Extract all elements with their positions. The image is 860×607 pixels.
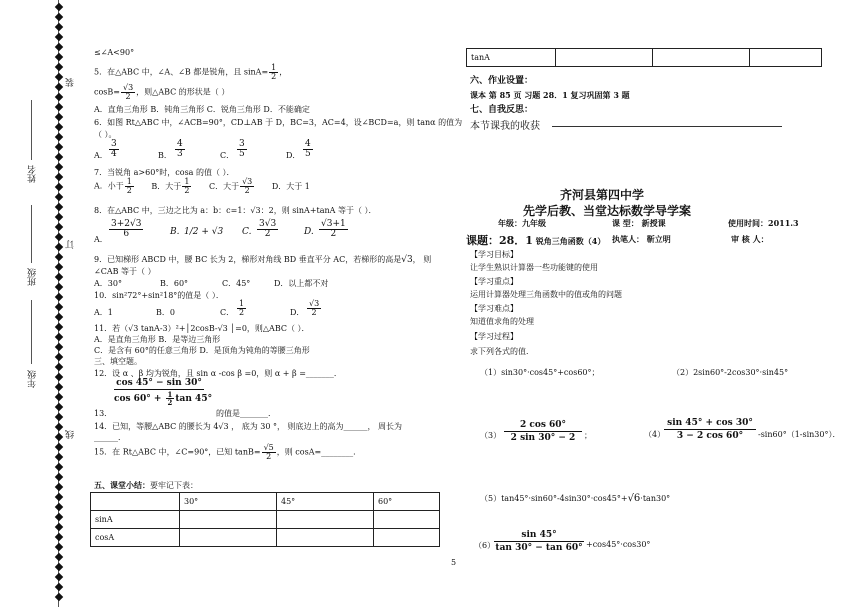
table-header-cell: 45° [277, 493, 374, 511]
binding-diamond [55, 313, 63, 321]
binding-diamond [55, 223, 63, 231]
meta-reviewer: 审 核 人： [731, 234, 769, 244]
question-10-options: A．1 B．0 C． $\frac{1}{2}$ D． $\frac{√3}{2}$ [94, 299, 320, 317]
binding-diamond [55, 383, 63, 391]
exercise-5: （5）tan45°·sin60°-4sin30°·cos45°+√6·tan30° [480, 493, 671, 504]
binding-diamond [55, 53, 63, 61]
question-6-cont: （ ）。 [94, 130, 117, 139]
binding-diamond [55, 303, 63, 311]
binding-diamond [55, 543, 63, 551]
process-heading: 【学习过程】 [470, 332, 518, 341]
table-cell [556, 49, 653, 67]
binding-diamond [55, 353, 63, 361]
binding-diamond [55, 413, 63, 421]
table-header-cell: 60° [374, 493, 440, 511]
difficulty-text: 知道值求角的处理 [470, 317, 534, 326]
binding-diamond [55, 153, 63, 161]
binding-diamond [55, 493, 63, 501]
binding-diamond [55, 533, 63, 541]
meta-date: 使用时间：2011.3 [728, 218, 799, 228]
fraction: $\frac{1}{2}$ [271, 63, 277, 81]
question-7: 7．当锐角 a>60°时，cosa 的值（ ）． [94, 168, 235, 177]
table-row [91, 511, 440, 529]
exercise-6: （6） sin 45° tan 30° − tan 60° +cos45°·cos30° [474, 530, 651, 553]
key-heading: 【学习重点】 [470, 277, 518, 286]
page-number: 5 [451, 558, 457, 567]
school-name: 齐河县第四中学 [560, 188, 645, 202]
fraction: $\frac{3}{5}$ [239, 139, 245, 159]
binding-diamond [55, 43, 63, 51]
binding-diamond [55, 463, 63, 471]
binding-diamond [55, 343, 63, 351]
binding-diamond [55, 523, 63, 531]
binding-diamond [55, 453, 63, 461]
goal-text: 让学生熟识计算器一些功能键的使用 [470, 263, 598, 272]
binding-diamond [55, 93, 63, 101]
binding-diamond [55, 143, 63, 151]
table-cell [180, 511, 277, 529]
binding-diamond [55, 393, 63, 401]
exercise-1: （1）sin30°·cos45°+cos60°； [480, 368, 600, 377]
binding-diamond [55, 323, 63, 331]
binding-diamond [55, 243, 63, 251]
table-cell [277, 529, 374, 547]
table-header-cell [91, 493, 180, 511]
q13-fraction: cos 45° − sin 30° cos 60° + $\frac{1}{2}$ tan 45° [114, 378, 213, 407]
binding-diamond [55, 513, 63, 521]
binding-diamond [55, 573, 63, 581]
binding-diamond [55, 3, 63, 11]
binding-diamond [55, 403, 63, 411]
binding-diamond [55, 113, 63, 121]
trig-summary-table-cont [466, 48, 822, 67]
goal-heading: 【学习目标】 [470, 250, 518, 259]
section-homework: 六、作业设置： [470, 76, 534, 86]
seal-char-2: 订 [66, 240, 76, 249]
binding-diamond [55, 33, 63, 41]
binding-diamond [55, 583, 63, 591]
meta-topic: 课题：28．1 锐角三角函数（4） [466, 234, 606, 247]
binding-diamond [55, 213, 63, 221]
table-row [467, 49, 822, 67]
grade-blank [31, 300, 32, 364]
binding-diamond [55, 23, 63, 31]
grade-label: 年级 [28, 370, 38, 388]
binding-diamond [55, 173, 63, 181]
table-cell: cosA [91, 529, 180, 547]
exercise-3: （3） 2 cos 60° 2 sin 30° − 2 ； [480, 420, 592, 443]
question-7-options: A．小于 $\frac{1}{2}$ B．大于 $\frac{1}{2}$ C．大于 $\frac{√3}{2}$ D．大于 1 [94, 177, 310, 195]
question-5: 5．在△ABC 中，∠A、∠B 都是锐角，且 sinA= $\frac{1}{2}$ ， [94, 63, 288, 81]
table-cell [374, 529, 440, 547]
question-11: 11．若（√3 tanA-3）²+│2cosB-√3 │=0，则△ABC（ ）． [94, 324, 310, 333]
table-row [91, 529, 440, 547]
binding-diamond [55, 253, 63, 261]
question-5-options: A．直角三角形 B．钝角三角形 C．锐角三角形 D．不能确定 [94, 105, 310, 114]
binding-diamond [55, 553, 63, 561]
difficulty-heading: 【学习难点】 [470, 304, 518, 313]
binding-diamond [55, 283, 63, 291]
binding-diamond [55, 103, 63, 111]
exercise-2: （2）2sin60°-2cos30°·sin45° [672, 368, 789, 377]
section-summary: 五、课堂小结：要牢记下表： [94, 480, 198, 490]
binding-diamond [55, 263, 63, 271]
q4-tail: ≤∠A<90° [94, 48, 135, 57]
section-fill-in: 三、填空题。 [94, 357, 142, 366]
question-15: 15．在 Rt△ABC 中，∠C=90°，已知 tanB= $\frac{√5}{2}$ ，则 cosA=________． [94, 443, 362, 461]
seal-char-1: 装 [66, 78, 76, 87]
binding-diamond [55, 333, 63, 341]
question-8: 8．在△ABC 中，三边之比为 a：b：c=1：√3：2，则 sinA+tanA 等于（ ）． [94, 206, 377, 215]
table-cell [750, 49, 822, 67]
binding-diamond [55, 563, 63, 571]
binding-diamond [55, 13, 63, 21]
fraction: $\frac{√3}{2}$ [122, 83, 134, 101]
table-cell: tanA [467, 49, 556, 67]
binding-diamond [55, 193, 63, 201]
question-12: 12．设 α 、β 均为锐角，且 sin α -cos β =0，则 α + β =_______． [94, 369, 342, 378]
process-text: 求下列各式的值． [470, 347, 534, 356]
binding-diamond [55, 203, 63, 211]
name-label: 姓名 [28, 165, 38, 183]
question-8-options: A． $\frac{3+2√3}{6}$ B. 1/2 + √3 C. $\frac{3√3}{2}$ D. $\frac{√3+1}{2}$ [94, 219, 346, 244]
question-14-cont: ______． [94, 433, 126, 442]
table-cell [180, 529, 277, 547]
question-10: 10．sin²72°+sin²18°的值是（ ）． [94, 291, 224, 300]
binding-diamond [55, 183, 63, 191]
question-14: 14．已知，等腰△ABC 的腰长为 4√3 ， 底为 30 °， 则底边上的高为______， 周长为 [94, 422, 403, 431]
question-9: 9．已知梯形 ABCD 中，腰 BC 长为 2，梯形对角线 BD 垂直平分 AC，若梯形的高是√3， 则 [94, 255, 432, 265]
binding-diamond [55, 63, 63, 71]
binding-diamond [55, 503, 63, 511]
fraction: $\frac{3}{4}$ [111, 139, 117, 159]
name-blank [31, 100, 32, 160]
fraction: $\frac{4}{5}$ [305, 139, 311, 159]
class-blank [31, 205, 32, 263]
question-6-options: A． $\frac{3}{4}$ B． $\frac{4}{3}$ C． $\frac{3}{5}$ D． $\frac{4}{5}$ [94, 139, 311, 160]
question-5-cont: cosB= $\frac{√3}{2}$ ，则△ABC 的形状是（ ） [94, 83, 230, 101]
binding-diamond [55, 73, 63, 81]
binding-strip [0, 0, 100, 607]
binding-diamond [55, 473, 63, 481]
class-label: 班级 [28, 268, 38, 286]
binding-diamond [55, 373, 63, 381]
section-reflection: 七、自我反思： [470, 105, 534, 115]
binding-diamond [55, 83, 63, 91]
binding-diamond [55, 593, 63, 601]
table-cell [277, 511, 374, 529]
question-11-options-a: A．是直角三角形 B．是等边三角形 [94, 335, 221, 344]
binding-diamond [55, 133, 63, 141]
binding-diamond [55, 163, 63, 171]
key-text: 运用计算器处理三角函数中的值或角的问题 [470, 290, 622, 299]
question-13: 13． cos 45° − sin 30° cos 60° + $\frac{1}{2}$ tan 45° 的值是_______． [94, 378, 276, 418]
reflection-label: 本节课我的收获 [470, 121, 540, 132]
question-11-options-b: C．是含有 60°的任意三角形 D．是顶角为钝角的等腰三角形 [94, 346, 310, 355]
fraction: $\frac{4}{3}$ [177, 139, 183, 159]
binding-diamond [55, 273, 63, 281]
binding-diamond [55, 233, 63, 241]
binding-diamond [55, 423, 63, 431]
binding-diamond [55, 483, 63, 491]
binding-diamond [55, 443, 63, 451]
table-cell [653, 49, 750, 67]
meta-author: 执笔人： 靳立明 [612, 234, 671, 244]
table-header-row [91, 493, 440, 511]
homework-text: 课本 第 85 页 习题 28．1 复习巩固第 3 题 [470, 90, 630, 100]
meta-grade: 年级：九年级 [498, 218, 546, 228]
reflection-blank [552, 126, 782, 127]
binding-diamond [55, 433, 63, 441]
seal-char-3: 线 [66, 430, 76, 439]
table-header-cell: 30° [180, 493, 277, 511]
question-6: 6．如图 Rt△ABC 中，∠ACB=90°，CD⊥AB 于 D，BC=3，AC=4，设∠BCD=a，则 tanα 的值为 [94, 118, 463, 127]
meta-type: 课 型： 新授课 [612, 218, 666, 228]
binding-diamond [55, 293, 63, 301]
table-cell: sinA [91, 511, 180, 529]
binding-diamond [55, 363, 63, 371]
document-subtitle: 先学后教、当堂达标数学导学案 [523, 204, 692, 218]
trig-summary-table [90, 492, 440, 547]
exercise-4: （4） sin 45° + cos 30° 3 − 2 cos 60° -sin60°（1-sin30°）． [644, 418, 841, 441]
table-cell [374, 511, 440, 529]
binding-diamond [55, 123, 63, 131]
question-9-cont: ∠CAB 等于（ ） [94, 267, 156, 276]
